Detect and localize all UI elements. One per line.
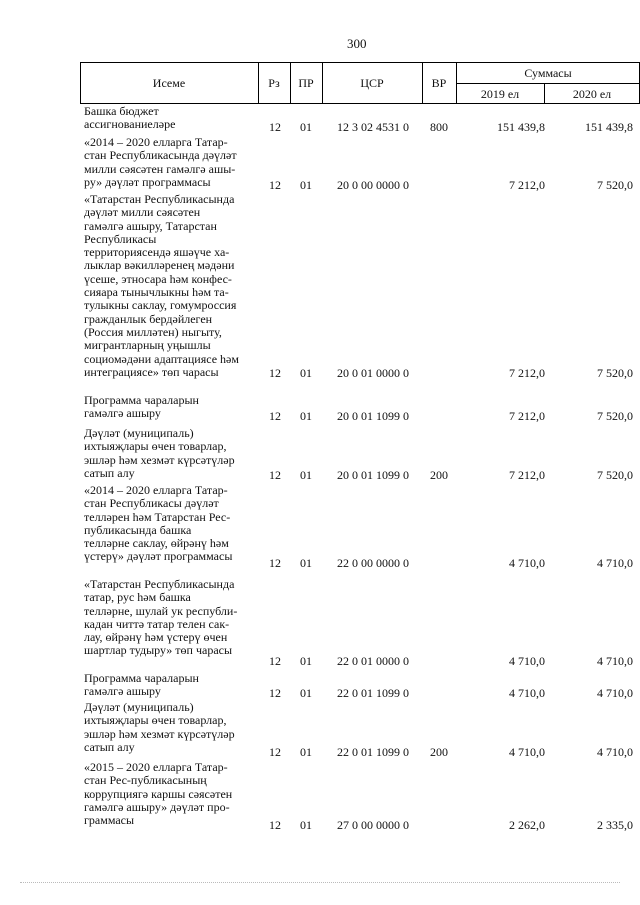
- row-pr: 01: [300, 178, 312, 192]
- row-csr: 22 0 01 0000 0: [337, 654, 409, 668]
- row-2019: 4 710,0: [509, 686, 545, 700]
- row-pr: 01: [300, 120, 312, 134]
- header-csr: ЦСР: [360, 76, 384, 90]
- row-2020: 4 710,0: [597, 745, 633, 759]
- row-name: «2015 – 2020 елларга Татар- стан Рес-публикасының коррупциягә каршы сәясәтен гамәлгә ашыру» дәүләт про- граммасы: [84, 760, 233, 828]
- row-csr: 22 0 01 1099 0: [337, 745, 409, 759]
- row-2019: 7 212,0: [509, 409, 545, 423]
- row-pr: 01: [300, 409, 312, 423]
- header-vr: ВР: [431, 76, 447, 90]
- row-2020: 7 520,0: [597, 366, 633, 380]
- row-rz: 12: [269, 409, 281, 423]
- row-rz: 12: [269, 366, 281, 380]
- row-rz: 12: [269, 745, 281, 759]
- row-rz: 12: [269, 556, 281, 570]
- row-pr: 01: [300, 745, 312, 759]
- scan-artifact-line: [20, 882, 620, 884]
- row-pr: 01: [300, 468, 312, 482]
- row-2019: 4 710,0: [509, 745, 545, 759]
- row-vr: 200: [430, 745, 448, 759]
- row-csr: 20 0 01 0000 0: [337, 366, 409, 380]
- header-name: Исеме: [152, 76, 186, 90]
- header-sums: Суммасы: [524, 66, 572, 80]
- row-rz: 12: [269, 120, 281, 134]
- row-2020: 4 710,0: [597, 654, 633, 668]
- row-vr: 200: [430, 468, 448, 482]
- row-csr: 12 3 02 4531 0: [337, 120, 409, 134]
- row-2020: 2 335,0: [597, 818, 633, 832]
- row-name: Дәүләт (муниципаль) ихтыяҗлары өчен товарлар, эшләр һәм хезмәт күрсәтүләр сатып алу: [84, 426, 235, 480]
- row-2020: 7 520,0: [597, 409, 633, 423]
- row-name: Программа чараларын гамәлгә ашыру: [84, 671, 199, 699]
- row-pr: 01: [300, 686, 312, 700]
- row-2019: 7 212,0: [509, 178, 545, 192]
- row-name: «Татарстан Республикасында дәүләт милли сәясәтен гамәлгә ашыру, Татарстан Республикасы территориясендә яшәүче ха- лыклар вәкилләренең мәдәни үсеше, этносара һәм конфес- сияара тынычлыкны һәм та- тулыкны саклау, гомумроссия гражданлык бердәйлеген (Россия милләтен) ныгыту, мигрантларның уңышлы социомәдәни адаптациясе һәм интеграциясе» төп чарасы: [84, 192, 239, 379]
- row-vr: 800: [430, 120, 448, 134]
- row-rz: 12: [269, 818, 281, 832]
- header-2019: 2019 ел: [480, 87, 520, 101]
- page-number: 300: [347, 36, 367, 51]
- row-pr: 01: [300, 654, 312, 668]
- row-csr: 20 0 00 0000 0: [337, 178, 409, 192]
- row-pr: 01: [300, 556, 312, 570]
- row-rz: 12: [269, 178, 281, 192]
- row-pr: 01: [300, 818, 312, 832]
- row-rz: 12: [269, 654, 281, 668]
- row-2019: 4 710,0: [509, 556, 545, 570]
- row-2019: 7 212,0: [509, 366, 545, 380]
- row-csr: 20 0 01 1099 0: [337, 468, 409, 482]
- row-csr: 22 0 01 1099 0: [337, 686, 409, 700]
- row-csr: 22 0 00 0000 0: [337, 556, 409, 570]
- row-name: «2014 – 2020 елларга Татар- стан Республикасында дәүләт милли сәясәтен гамәлгә ашы- ру» дәүләт программасы: [84, 135, 237, 189]
- row-2020: 151 439,8: [585, 120, 633, 134]
- row-name: Башка бюджет ассигнованиеләре: [84, 104, 176, 132]
- row-csr: 20 0 01 1099 0: [337, 409, 409, 423]
- row-2019: 2 262,0: [509, 818, 545, 832]
- row-name: «Татарстан Республикасында татар, рус һәм башка телләрне, шулай ук республи- кадан читтә татар телен сак- лау, өйрәнү һәм үстерү өчен шартлар тудыру» төп чарасы: [84, 577, 238, 658]
- header-2020: 2020 ел: [572, 87, 612, 101]
- row-name: «2014 – 2020 елларга Татар- стан Республикасы дәүләт телләрен һәм Татарстан Рес- публикасында башка телләрне саклау, өйрәнү һәм үстерү» дәүләт программасы: [84, 483, 233, 564]
- header-pr: ПР: [298, 76, 314, 90]
- row-2020: 4 710,0: [597, 556, 633, 570]
- row-2020: 7 520,0: [597, 468, 633, 482]
- row-2019: 7 212,0: [509, 468, 545, 482]
- row-rz: 12: [269, 468, 281, 482]
- row-2020: 7 520,0: [597, 178, 633, 192]
- row-2020: 4 710,0: [597, 686, 633, 700]
- row-name: Программа чараларын гамәлгә ашыру: [84, 393, 199, 421]
- row-2019: 151 439,8: [497, 120, 545, 134]
- row-rz: 12: [269, 686, 281, 700]
- row-2019: 4 710,0: [509, 654, 545, 668]
- row-csr: 27 0 00 0000 0: [337, 818, 409, 832]
- row-name: Дәүләт (муниципаль) ихтыяҗлары өчен товарлар, эшләр һәм хезмәт күрсәтүләр сатып алу: [84, 700, 235, 754]
- header-rz: Рз: [268, 76, 280, 90]
- row-pr: 01: [300, 366, 312, 380]
